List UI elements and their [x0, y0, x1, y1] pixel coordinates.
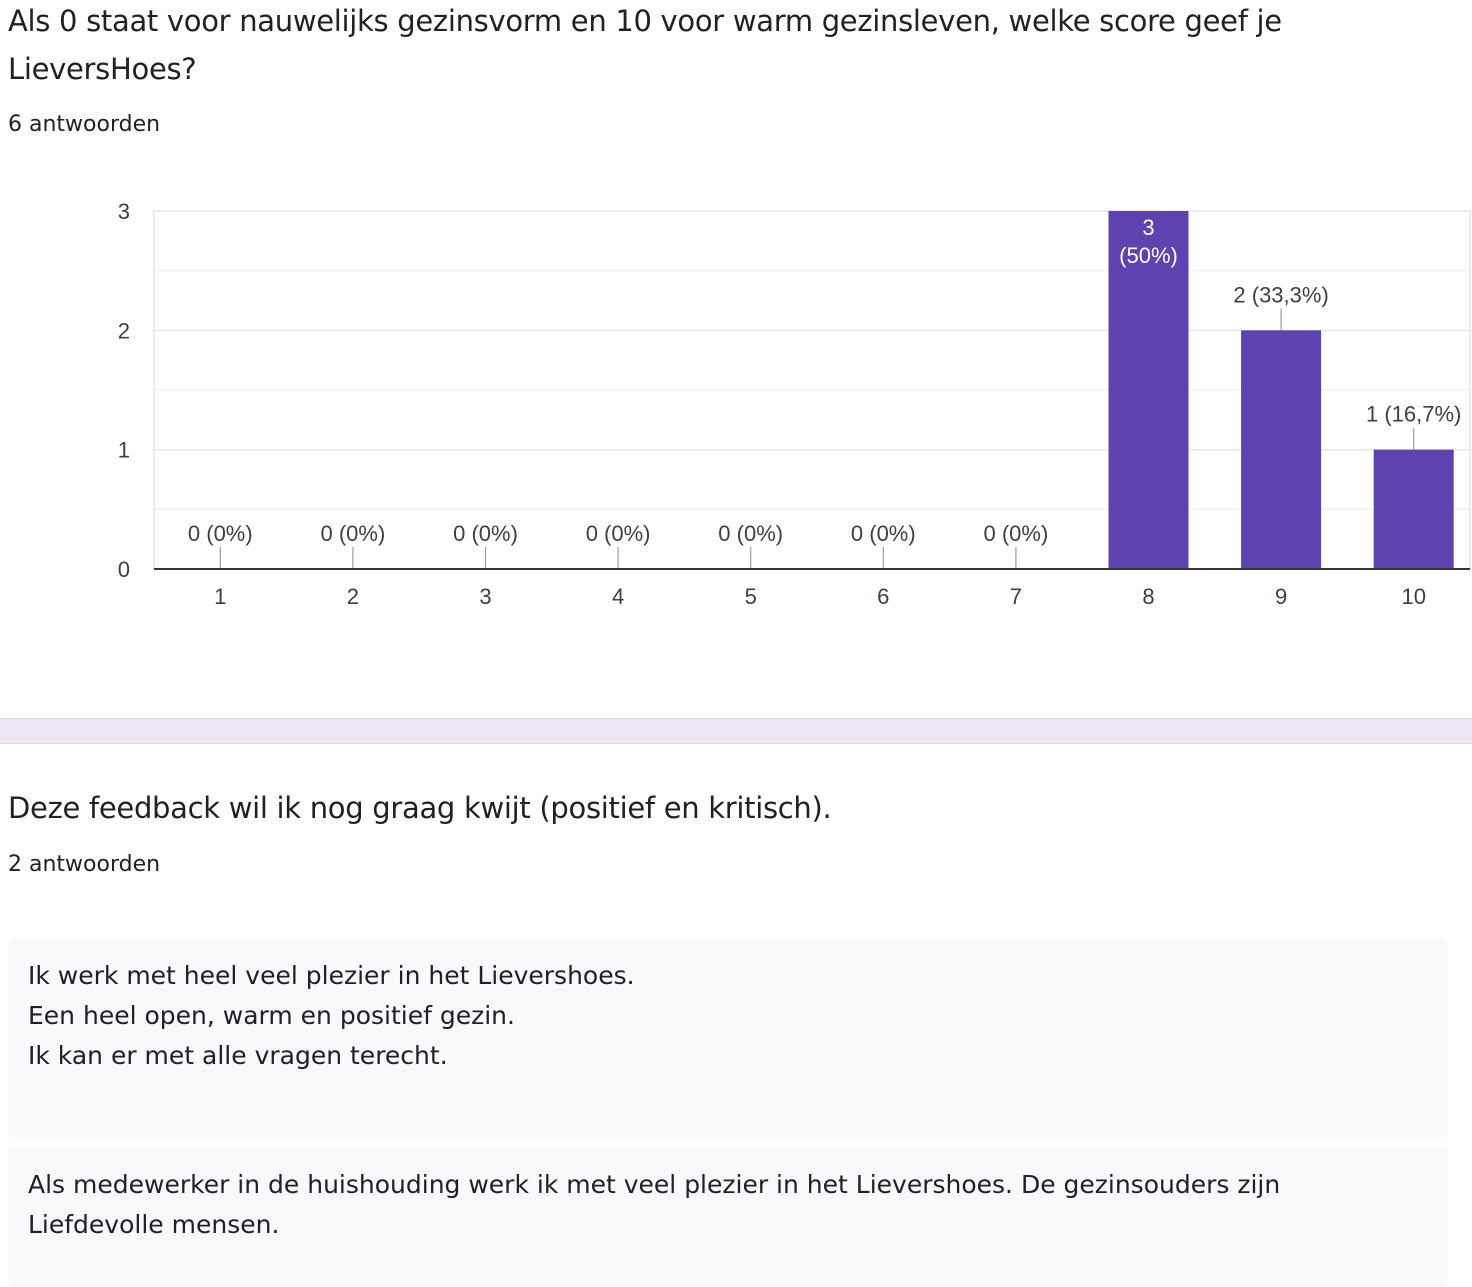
answer-text-line: Ik kan er met alle vragen terecht.	[28, 1041, 448, 1070]
data-label: 0 (0%)	[453, 521, 518, 546]
data-label: 0 (0%)	[983, 521, 1049, 546]
data-label: 2 (33,3%)	[1233, 282, 1329, 308]
question-1-response-count: 6 antwoorden	[8, 112, 161, 137]
x-tick-label: 2	[346, 584, 360, 609]
x-tick-label: 8	[1142, 584, 1155, 609]
answer-text-line: Liefdevolle mensen.	[28, 1210, 280, 1239]
x-tick-label: 4	[611, 584, 625, 609]
data-label: 0 (0%)	[585, 521, 651, 546]
question-2-title: Deze feedback wil ik nog graag kwijt (positief en kritisch).	[8, 791, 832, 825]
answer-card	[8, 938, 1448, 1137]
x-tick-label: 7	[1009, 584, 1023, 609]
section-divider	[0, 718, 1472, 744]
x-tick-label: 1	[214, 584, 227, 609]
x-tick-label: 6	[877, 584, 890, 609]
y-tick-label: 1	[117, 437, 130, 463]
data-label: 1 (16,7%)	[1366, 401, 1462, 427]
answer-text-line: Ik werk met heel veel plezier in het Lievershoes.	[28, 961, 635, 990]
question-1-title-line-2: LieversHoes?	[8, 52, 197, 86]
data-label: 0 (0%)	[187, 521, 253, 546]
bar	[1374, 450, 1454, 569]
bar	[1241, 330, 1321, 569]
x-tick-label: 9	[1274, 584, 1288, 609]
answer-text-line: Een heel open, warm en positief gezin.	[28, 1001, 515, 1030]
data-label: (50%)	[1119, 243, 1178, 268]
x-tick-label: 10	[1401, 584, 1426, 609]
data-label: 0 (0%)	[718, 521, 784, 546]
question-1-title-line-1: Als 0 staat voor nauwelijks gezinsvorm en 10 voor warm gezinsleven, welke score geef je	[8, 4, 1282, 38]
data-label: 0 (0%)	[320, 521, 386, 546]
y-tick-label: 2	[117, 318, 130, 344]
answer-text-line: Als medewerker in de huishouding werk ik met veel plezier in het Lievershoes. De gezinsouders zijn	[28, 1170, 1281, 1199]
answer-card	[8, 1147, 1448, 1287]
y-tick-label: 3	[117, 199, 130, 224]
x-tick-label: 3	[479, 584, 492, 609]
question-2-response-count: 2 antwoorden	[8, 852, 161, 877]
x-tick-label: 5	[744, 584, 757, 609]
y-tick-label: 0	[117, 557, 130, 582]
question-2-section	[0, 744, 1472, 1260]
data-label: 3	[1142, 215, 1155, 240]
data-label: 0 (0%)	[850, 521, 916, 546]
